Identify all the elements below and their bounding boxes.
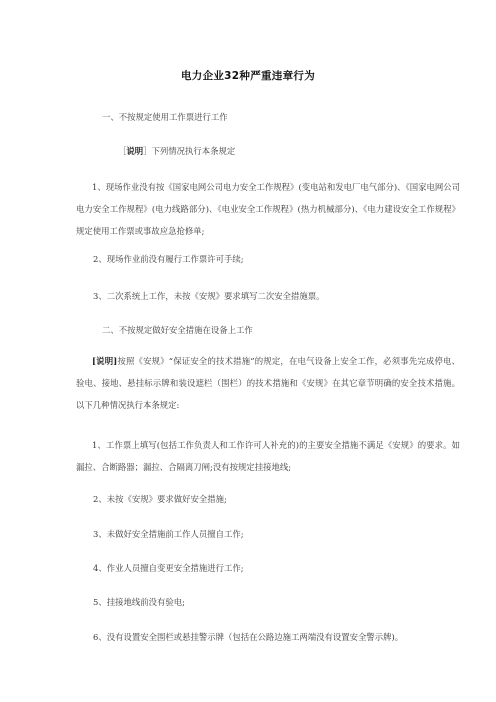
section1-heading: 一、不按规定使用工作票进行工作 — [102, 112, 228, 122]
section1-item-1: 1、现场作业没有按《国家电网公司电力安全工作规程》(变电站和发电厂电气部分)、《国家电网公司电力安全工作规程》(电力线路部分)、《电业安全工作规程》(热力机械部分)、《电力建设安全工作规程》规定使用工作票或事故应急抢修单; — [76, 182, 460, 236]
section2-item-5: 5、挂接地线前没有验电; — [93, 597, 185, 607]
note-label: 说明 — [126, 146, 144, 156]
note-text: 按照《安规》“保证安全的技术措施”的规定，在电气设备上安全工作，必须事先完成停电、验电、接地、悬挂标示牌和装设遮栏（围栏）的技术措施和《安规》在其它章节明确的安全技术措施。以下几种情况执行本条规定: — [76, 356, 460, 410]
section1-item-2: 2、现场作业前没有履行工作票许可手续; — [93, 254, 244, 264]
note-text: ］下列情况执行本条规定 — [143, 146, 236, 156]
document-title: 电力企业32种严重违章行为 — [180, 70, 315, 82]
section2-item-6: 6、没有设置安全围栏或悬挂警示牌（包括在公路边施工两端没有设置安全警示牌)。 — [93, 632, 404, 642]
section1-note — [118, 145, 235, 157]
section2-item-3: 3、未做好安全措施前工作人员擅自工作; — [93, 529, 244, 539]
note-bracket: ［ — [118, 146, 127, 156]
section2-item-2: 2、未按《安规》要求做好安全措施; — [93, 494, 227, 504]
note-label: [说明] — [92, 356, 118, 366]
section2-item-1: 1、工作票上填写(包括工作负责人和工作许可人补充的)的主要安全措施不满足《安规》的要求。如漏拉、合断路器；漏拉、合隔离刀闸;没有按规定挂接地线; — [76, 440, 460, 472]
section2-heading: 二、不按规定做好安全措施在设备上工作 — [102, 325, 253, 335]
section2-item-4: 4、作业人员擅自变更安全措施进行工作; — [93, 563, 244, 573]
section2-note — [76, 350, 460, 416]
section1-item-3: 3、二次系统上工作，未按《安规》要求填写二次安全措施票。 — [93, 291, 325, 301]
